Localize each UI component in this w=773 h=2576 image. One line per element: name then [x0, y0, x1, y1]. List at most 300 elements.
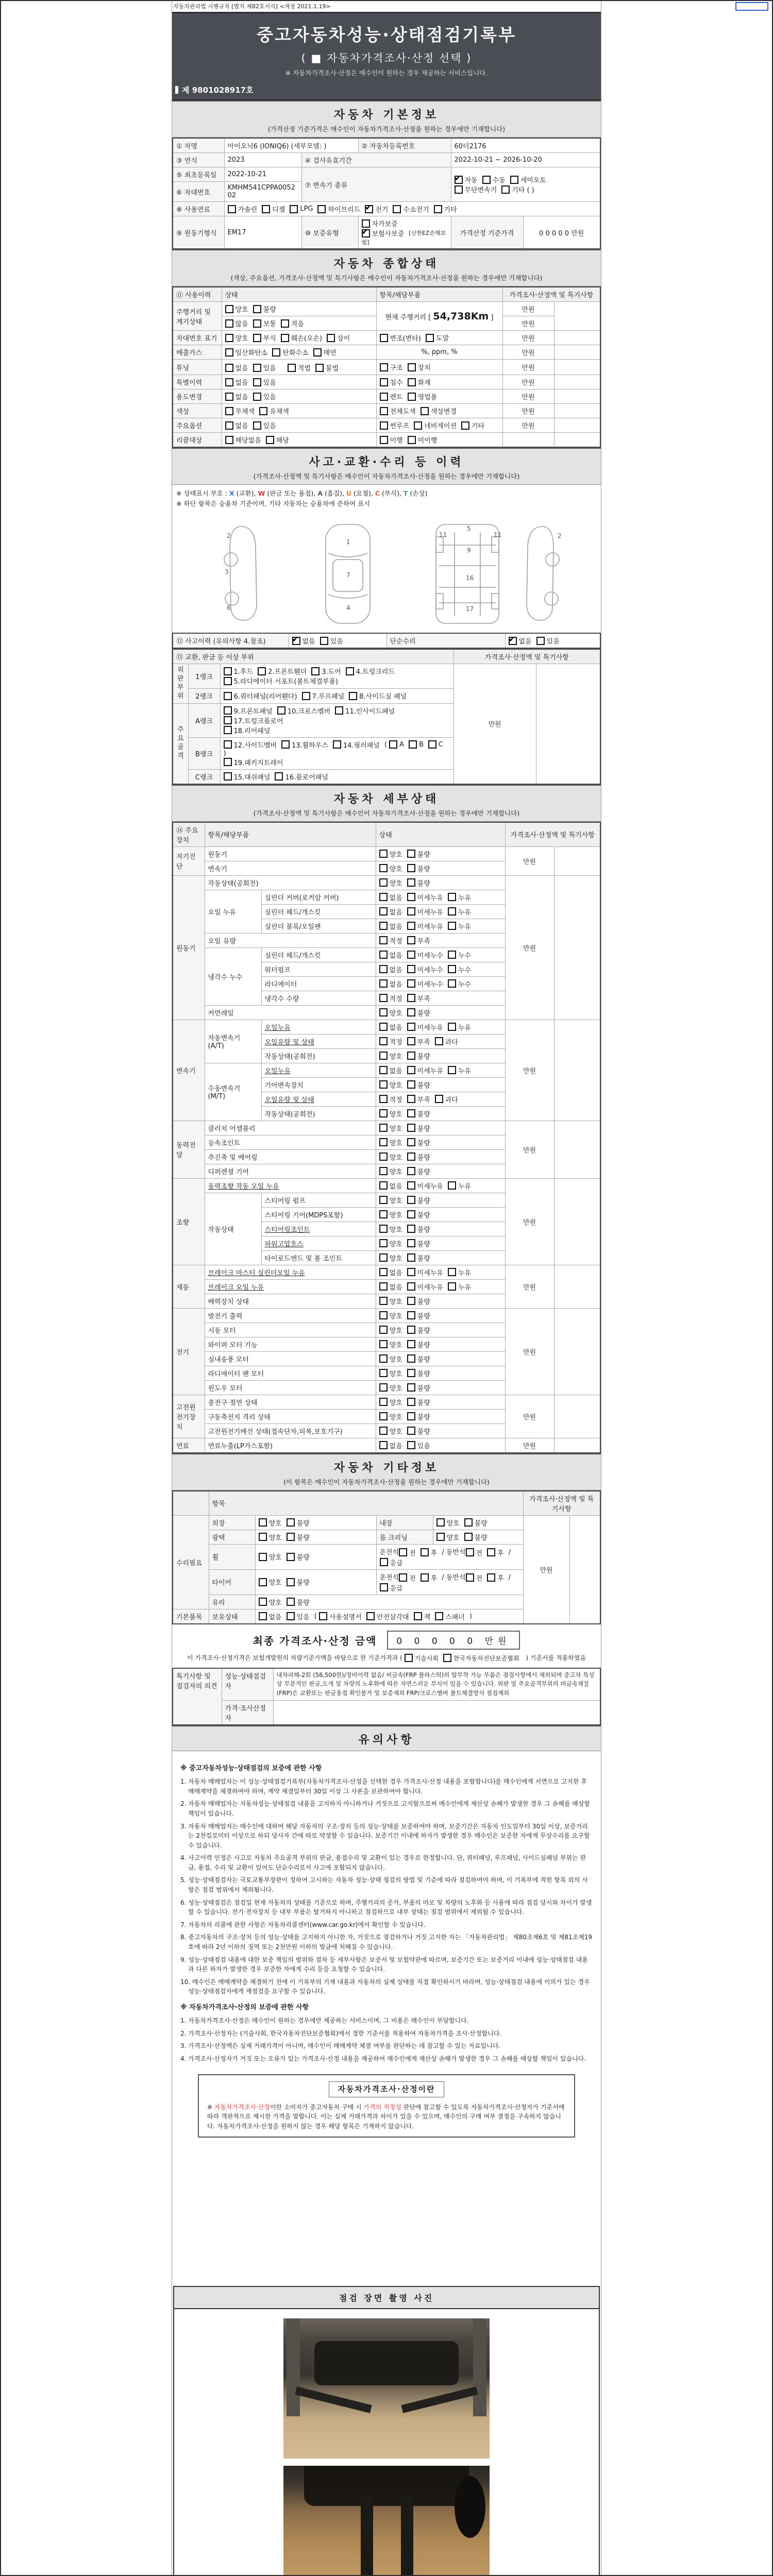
notice-text: 9. 성능·상태점검 내용에 대한 보증 책임의 범위와 절차 등 세부사항은 보증서 및 보험약관에 따르며, 보증기간 또는 보증거리 이내에 성능·상태점검 내용과 다른 하자가 발생한 경우 보증한 자에게 수리 등을 요청할 수 있습니다. [180, 1956, 588, 1973]
diagram-number-label: 2 [227, 532, 231, 539]
checkbox[interactable]: 디젤 [262, 204, 285, 214]
checkbox[interactable]: 없음 [379, 964, 402, 974]
checkbox[interactable]: 없음 [379, 1065, 402, 1075]
checkbox[interactable]: 전 [399, 1573, 416, 1583]
header-cell: 가격조사·산정액 및 특기사항 [502, 287, 600, 302]
checkbox[interactable]: 부족 [407, 1037, 430, 1046]
checkbox[interactable]: 없음 [259, 1612, 282, 1621]
section-subtitle: (가격산정 기준가격은 매수인이 자동차가격조사·산정을 원하는 경우에만 기재합니다) [267, 125, 506, 133]
checkbox[interactable]: 탄화수소 [272, 347, 308, 357]
checkbox[interactable]: 미세누유 [407, 1267, 443, 1277]
checkbox[interactable]: 양호 [379, 1210, 402, 1219]
checkbox[interactable]: 미세누유 [407, 1065, 443, 1075]
checkbox[interactable]: 양호 [259, 1577, 282, 1587]
checkbox[interactable]: 부식 [253, 333, 276, 343]
price-definition-box [198, 2074, 575, 2138]
checkbox[interactable]: 해당없음 [225, 435, 261, 445]
checkbox[interactable]: 양호 [379, 1412, 402, 1421]
notice-text: 8. 중고자동차의 구조·장치 등의 성능·상태를 고지하지 아니한 자, 거짓으로 점검하거나 거짓 고지한 자는 「자동차관리법」 제80조제6호 및 제81조제19호에 따라 2년 이하의 징역 또는 2천만원 이하의 벌금에 처해질 수 있습니다. [180, 1934, 592, 1951]
checkbox[interactable]: 9.프론트패널 [224, 706, 273, 716]
checkbox[interactable]: 하이브리드 [317, 204, 360, 214]
cell [376, 1121, 505, 1135]
checkbox[interactable]: 불량 [407, 1109, 430, 1118]
doc-number-text: 제 9801028917호 [182, 86, 254, 95]
checkbox[interactable]: 도말 [426, 333, 449, 343]
cell: 스티어링 펌프 [261, 1193, 376, 1207]
checkbox[interactable]: ✔ 없음 [509, 636, 532, 646]
cell: ⑫ 사고이력 (유의사항 4.참조) [173, 633, 289, 648]
checkbox[interactable]: 적정 [379, 1037, 402, 1046]
checkbox[interactable]: 양호 [436, 1518, 460, 1528]
checkbox[interactable]: 불량 [407, 1224, 430, 1234]
section-etc-header [172, 1453, 601, 1490]
checkbox[interactable]: 영업용 [408, 392, 438, 401]
checkbox[interactable]: 불량 [407, 1195, 430, 1205]
checkbox[interactable]: 12.사이드멤버 [224, 740, 277, 750]
cell [376, 919, 505, 933]
checkbox[interactable]: 양호 [379, 1080, 402, 1090]
checkbox[interactable]: 부족 [407, 1094, 430, 1104]
cell [505, 633, 600, 648]
checkbox[interactable]: 후 [421, 1573, 438, 1583]
print-badge[interactable] [735, 2, 768, 11]
header-cell: 가격조사·산정액 및 특기사항 [523, 1491, 600, 1516]
checkbox[interactable]: 불량 [253, 304, 276, 314]
cell [376, 389, 502, 404]
text: 이 가격조사·산정가격은 보험개발원의 차량기준가액을 바탕으로 한 기준가격과 ( [187, 1654, 405, 1662]
cell [376, 1236, 505, 1250]
checkbox[interactable]: 불량 [407, 1325, 430, 1335]
notice-text: 3. 가격조사·산정액은 실제 거래가격이 아니며, 매수인이 매매계약 체결 여부를 판단하는 데 참고할 수 있는 자료입니다. [180, 2042, 501, 2050]
checkbox[interactable]: 있음 [320, 636, 343, 646]
checkbox[interactable]: 기타 [461, 420, 484, 430]
checkbox[interactable]: 기타 ( ) [501, 184, 534, 194]
car-underside [314, 2341, 459, 2385]
checkbox[interactable]: 미세누유 [407, 1022, 443, 1032]
checkbox[interactable]: 없음 [379, 1267, 402, 1277]
cell: 만원 [505, 1395, 554, 1438]
checkbox[interactable]: 19.패키지트레이 [224, 757, 283, 767]
checkbox[interactable]: 불량 [407, 1296, 430, 1306]
checkbox[interactable]: 11.인사이드패널 [335, 706, 395, 716]
checkbox[interactable]: 양호 [379, 1368, 402, 1378]
checkbox[interactable]: 누유 [448, 1065, 471, 1075]
checkbox[interactable]: 누유 [448, 1267, 471, 1277]
text: (교환), [234, 489, 258, 497]
checkbox[interactable]: 변조(변타) [380, 333, 421, 343]
cell [255, 1595, 523, 1609]
checkbox[interactable]: C [428, 740, 443, 749]
checkbox[interactable]: 일산화탄소 [225, 347, 268, 357]
checkbox[interactable]: 양호 [379, 1325, 402, 1335]
cell: 2022-10-21 [224, 167, 301, 182]
checkbox[interactable]: 없음 [379, 892, 402, 902]
cell: 주요옵션 [173, 418, 222, 433]
checkbox[interactable]: 미세누수 [407, 950, 443, 960]
checkbox[interactable]: 과다 [435, 1037, 458, 1046]
cell [554, 389, 600, 404]
checkbox[interactable]: 양호 [379, 1123, 402, 1133]
checkbox[interactable]: 훼손(오손) [281, 333, 322, 343]
checkbox[interactable]: 전 [399, 1548, 416, 1557]
overall-condition-table [172, 286, 601, 448]
checkbox[interactable]: 8.사이드실 패널 [349, 691, 407, 701]
cell: 스티어링 기어(MDPS포함) [261, 1207, 376, 1222]
checkbox[interactable]: 있음 [287, 1612, 310, 1621]
checkbox[interactable]: 상이 [327, 333, 350, 343]
cell: ④ 검사유효기간 [301, 153, 451, 167]
checkbox[interactable]: 6.쿼터패널(리어휀다) [224, 691, 297, 701]
cell: 만원 [502, 331, 554, 345]
checkbox[interactable]: 후 [487, 1573, 504, 1583]
lift-post [473, 2318, 486, 2416]
checkbox[interactable]: 불량 [287, 1597, 310, 1607]
checkbox[interactable]: 안전삼각대 [366, 1612, 409, 1621]
checkbox[interactable]: 구조 [380, 362, 403, 372]
checkbox[interactable]: 양호 [436, 1532, 460, 1542]
checkbox[interactable]: 13.휠하우스 [281, 740, 328, 750]
cell [222, 404, 376, 418]
checkbox[interactable]: 미세누유 [407, 907, 443, 917]
form-regulation-note: 자동차관리법 시행규칙 [별지 제82호서식] <개정 2021.1.19> [173, 3, 331, 10]
text: 판단에 참고할 수 있도록 자동차가격조사·산정자가 기준서에 따라 객관적으로 제시한 가격을 말합니다. 이는 실제 거래가격과 차이가 있을 수 있으며, 매수인의 구매 여부 결정을 구속하지 않습니다. 자동차가격조사·산정을 원하지 않는 경우 해당 항목은 기재하지 않습니다. [207, 2103, 565, 2130]
checkbox[interactable]: 양호 [379, 1296, 402, 1306]
checkbox[interactable]: 없음 [225, 420, 248, 430]
checkbox[interactable]: 양호 [379, 1195, 402, 1205]
checkbox[interactable]: ✔ 자동 [455, 175, 478, 184]
cell: ⑤ 최초등록일 [173, 167, 224, 182]
cell: 냉각수 누수 [205, 947, 261, 1005]
checkbox[interactable]: 양호 [379, 1166, 402, 1176]
checkbox[interactable]: 5.라디에이터 서포트(볼트체결부품) [224, 676, 339, 686]
checkbox[interactable]: 양호 [259, 1552, 282, 1562]
checkbox[interactable]: 양호 [379, 1239, 402, 1248]
diagram-number-label: 1 [346, 538, 350, 546]
checkbox[interactable]: 누유 [448, 907, 471, 917]
checkbox[interactable]: 적정 [379, 1094, 402, 1104]
cell: ⑩ 보증유형 [301, 216, 358, 249]
checkbox[interactable]: 누유 [448, 1181, 471, 1191]
checkbox[interactable]: 양호 [379, 1051, 402, 1061]
checkbox[interactable]: 많음 [225, 318, 248, 328]
checkbox[interactable]: 화재 [408, 377, 431, 387]
cell: 윈도우 모터 [205, 1380, 376, 1395]
checkbox[interactable]: 네비게이션 [414, 420, 457, 430]
checkbox[interactable]: 세미오토 [510, 175, 546, 184]
checkbox[interactable]: 가솔린 [228, 204, 258, 214]
checkbox[interactable]: 후 [421, 1548, 438, 1557]
checkbox[interactable]: 불량 [407, 878, 430, 888]
checkbox[interactable]: 1.후드 [224, 666, 254, 676]
checkbox[interactable]: 자가보증 [362, 218, 398, 228]
checkbox[interactable]: 양호 [379, 1138, 402, 1147]
checkbox[interactable]: 누유 [448, 921, 471, 931]
checkbox[interactable]: ✔ 전기 [365, 204, 388, 214]
checkbox[interactable]: 불량 [407, 1051, 430, 1061]
cell: 만원 [453, 664, 536, 784]
cell [376, 1265, 505, 1279]
checkbox[interactable]: 있음 [253, 392, 276, 401]
checkbox[interactable]: 불량 [407, 1368, 430, 1378]
cell: 만원 [502, 375, 554, 389]
checkbox[interactable]: 무단변속기 [455, 184, 497, 194]
cell: 오일누유 [261, 1020, 376, 1034]
checkbox[interactable]: 장치 [408, 362, 431, 372]
checkbox[interactable]: 불량 [407, 1008, 430, 1018]
checkbox[interactable]: 양호 [379, 1383, 402, 1393]
checkbox[interactable]: 불량 [407, 1253, 430, 1263]
checkbox[interactable]: 없음 [379, 950, 402, 960]
cell [224, 202, 600, 216]
checkbox[interactable]: 불량 [407, 863, 430, 873]
checkbox[interactable]: 없음 [379, 979, 402, 989]
checkbox[interactable]: 없음 [225, 392, 248, 401]
checkbox[interactable]: 불량 [407, 1239, 430, 1248]
checkbox[interactable]: 해당 [266, 435, 289, 445]
checkbox[interactable]: 스패너 [435, 1612, 465, 1621]
cell: 클러치 어셈블리 [205, 1121, 376, 1135]
checkbox[interactable]: 양호 [379, 849, 402, 859]
checkbox[interactable]: 누수 [448, 964, 471, 974]
checkbox[interactable]: 양호 [379, 1109, 402, 1118]
cell [554, 331, 600, 345]
checkbox[interactable]: 적음 [281, 318, 304, 328]
checkbox[interactable]: 미세누수 [407, 964, 443, 974]
checkbox[interactable]: 양호 [379, 863, 402, 873]
checkbox[interactable]: 불량 [407, 849, 430, 859]
cell: 만원 [505, 1438, 554, 1453]
state-code-legend [172, 485, 601, 510]
checkbox[interactable]: 적정 [379, 993, 402, 1003]
checkbox[interactable]: 없음 [379, 1022, 402, 1032]
checkbox[interactable]: 불량 [407, 1152, 430, 1162]
checkbox[interactable]: 기술사회 [405, 1654, 439, 1663]
checkbox[interactable]: ✔ 없음 [292, 636, 315, 646]
cell [289, 633, 386, 648]
checkbox[interactable]: 4.트렁크리드 [346, 666, 395, 676]
cell [376, 1395, 505, 1409]
checkbox[interactable]: 보통 [253, 318, 276, 328]
checkbox[interactable]: 16.플로어패널 [275, 772, 328, 782]
checkbox[interactable]: 양호 [379, 1354, 402, 1364]
checkbox[interactable]: 한국자동차진단보증협회 [443, 1654, 519, 1663]
cell: 자기진단 [173, 846, 205, 875]
lift-arm [401, 2386, 478, 2413]
checkbox[interactable]: 매연 [313, 347, 337, 357]
cell: 만원 [502, 360, 554, 375]
checkbox[interactable]: 불량 [407, 1354, 430, 1364]
checkbox[interactable]: 있음 [253, 420, 276, 430]
checkbox[interactable]: 양호 [259, 1518, 282, 1528]
checkbox[interactable]: 10.크로스멤버 [277, 706, 330, 716]
checkbox[interactable]: 누유 [448, 1022, 471, 1032]
checkbox[interactable]: 썬루프 [380, 420, 410, 430]
cell [376, 991, 505, 1005]
checkbox[interactable]: 없음 [379, 1282, 402, 1292]
checkbox[interactable]: 양호 [259, 1597, 282, 1607]
checkbox[interactable]: 누수 [448, 950, 471, 960]
final-price-row [172, 1624, 601, 1652]
checkbox[interactable]: 있음 [536, 636, 560, 646]
notice-text: 4. 가격조사·산정자가 거짓 또는 오류가 있는 가격조사·산정 내용을 제공하여 매수인에게 재산상 손해가 발생한 경우 그 손해를 배상할 책임이 있습니다. [180, 2055, 586, 2062]
header-cell: ⑪ 사용이력 [173, 287, 222, 302]
checkbox[interactable]: 7.루프패널 [302, 691, 345, 701]
cell: 원동기 [205, 846, 376, 861]
checkbox[interactable]: 불량 [407, 1340, 430, 1349]
checkbox[interactable]: 있음 [253, 363, 276, 372]
cell [376, 1337, 505, 1351]
cell [358, 216, 451, 249]
checkbox[interactable]: 불량 [407, 1123, 430, 1133]
cell [376, 947, 505, 962]
cell: 가격산정 기준가격 [451, 216, 523, 249]
checkbox[interactable]: 무채색 [225, 406, 255, 416]
checkbox[interactable]: 미세누유 [407, 1181, 443, 1191]
checkbox[interactable]: 부족 [407, 993, 430, 1003]
checkbox[interactable]: 적법 [288, 363, 311, 372]
cell [376, 418, 502, 433]
checkbox[interactable]: 양호 [379, 1426, 402, 1436]
checkbox[interactable]: 미이행 [408, 435, 438, 445]
checkbox[interactable]: 기타 [434, 204, 457, 214]
checkbox[interactable]: 양호 [379, 1224, 402, 1234]
checkbox[interactable]: 불량 [287, 1532, 310, 1542]
checkbox[interactable]: 불량 [464, 1518, 488, 1528]
cell [376, 1178, 505, 1193]
cell: 동력조향 작동 오일 누유 [205, 1178, 376, 1193]
checkbox[interactable]: 전 [466, 1573, 483, 1583]
checkbox[interactable]: 없음 [225, 377, 248, 387]
cell: 자동변속기 (A/T) [205, 1020, 261, 1063]
checkbox[interactable]: 불량 [464, 1532, 488, 1542]
checkbox[interactable]: 없음 [379, 1440, 402, 1450]
checkbox[interactable]: 양호 [259, 1532, 282, 1542]
cell [536, 664, 600, 784]
checkbox[interactable]: 불량 [407, 1311, 430, 1320]
checkbox[interactable]: 수동 [482, 175, 506, 184]
checkbox[interactable]: 없음 [225, 363, 248, 372]
checkbox[interactable]: 양호 [379, 1311, 402, 1320]
checkbox[interactable]: 침수 [380, 377, 403, 387]
checkbox[interactable]: 유채색 [259, 406, 289, 416]
checkbox[interactable]: 전체도색 [380, 406, 416, 416]
checkbox[interactable]: 14.필러패널 [333, 740, 380, 750]
cell [554, 433, 600, 448]
cell [376, 1063, 505, 1077]
checkbox[interactable]: 불량 [407, 1210, 430, 1219]
section-subtitle: (가격조사·산정액 및 특기사항은 매수인이 자동차가격조사·산정을 원하는 경우에만 기재합니다) [253, 809, 520, 817]
checkbox[interactable]: B [409, 740, 424, 749]
checkbox[interactable]: 색상변경 [421, 406, 457, 416]
checkbox[interactable]: 누유 [448, 1282, 471, 1292]
checkbox[interactable]: 양호 [379, 1397, 402, 1407]
checkbox[interactable]: 불량 [407, 1383, 430, 1393]
checkbox[interactable]: 불량 [407, 1397, 430, 1407]
cell: B랭크 [188, 737, 220, 769]
cell: 실내송풍 모터 [205, 1351, 376, 1366]
car-diagram-svg [175, 512, 598, 630]
checkbox[interactable]: 잭 [414, 1612, 431, 1621]
checkbox[interactable]: 응급 [380, 1557, 403, 1567]
cell: 주행거리 및 계기상태 [173, 302, 222, 331]
checkbox[interactable]: 양호 [225, 304, 248, 314]
checkbox[interactable]: 양호 [379, 1340, 402, 1349]
checkbox[interactable]: 불량 [287, 1552, 310, 1562]
cell [376, 1409, 505, 1423]
checkbox[interactable]: 양호 [379, 1008, 402, 1018]
checkbox[interactable]: 없음 [379, 907, 402, 917]
checkbox[interactable]: 미세누수 [407, 979, 443, 989]
checkbox[interactable]: 불량 [287, 1577, 310, 1587]
section-title: 자동차 세부상태 [333, 792, 440, 806]
checkbox[interactable]: 누수 [448, 979, 471, 989]
checkbox[interactable]: 양호 [225, 333, 248, 343]
checkbox[interactable]: 15.대쉬패널 [224, 772, 271, 782]
checkbox[interactable]: 불량 [407, 1166, 430, 1176]
cell [255, 1530, 376, 1544]
notice-text: 2. 자동차 매매업자는 자동차성능·상태점검 내용을 고지하지 아니하거나 거짓으로 고지함으로써 매수인에게 재산상 손해가 발생한 경우 그 손해를 배상할 책임이 있습니다. [180, 1800, 591, 1817]
checkbox[interactable]: 미세누유 [407, 1282, 443, 1292]
checkbox[interactable]: 누유 [448, 892, 471, 902]
text: W [258, 489, 265, 497]
checkbox[interactable]: 양호 [379, 1253, 402, 1263]
checkbox[interactable]: 사용설명서 [319, 1612, 362, 1621]
checkbox[interactable]: A [389, 740, 404, 749]
checkbox[interactable]: 응급 [380, 1583, 403, 1592]
checkbox[interactable]: 불량 [407, 1426, 430, 1436]
text [281, 364, 288, 371]
cell: 와이퍼 모터 기능 [205, 1337, 376, 1351]
checkbox[interactable]: 없음 [379, 921, 402, 931]
text: (판금 또는 용접), [265, 489, 318, 497]
header-cell: 상태 [222, 287, 376, 302]
checkbox[interactable]: 불량 [407, 1412, 430, 1421]
checkbox[interactable]: 불량 [407, 1138, 430, 1147]
checkbox[interactable]: 양호 [379, 878, 402, 888]
checkbox[interactable]: 없음 [379, 1181, 402, 1191]
checkbox[interactable]: 수소전기 [393, 204, 429, 214]
checkbox[interactable]: 전 [466, 1548, 483, 1557]
checkbox[interactable]: 양호 [379, 1152, 402, 1162]
checkbox[interactable]: 이행 [380, 435, 403, 445]
checkbox[interactable]: 부족 [407, 936, 430, 945]
checkbox[interactable]: 있음 [407, 1440, 430, 1450]
checkbox[interactable]: 렌트 [380, 392, 403, 401]
cell [376, 846, 505, 861]
checkbox[interactable]: 과다 [435, 1094, 458, 1104]
checkbox[interactable]: 2.프론트휀더 [258, 666, 307, 676]
checkbox[interactable]: 불량 [287, 1518, 310, 1528]
checkbox[interactable]: 불량 [407, 1080, 430, 1090]
checkbox[interactable]: 후 [487, 1548, 504, 1557]
cell [376, 360, 502, 375]
notice-text: 10. 매수인은 매매계약을 체결하기 전에 이 기록부의 기재 내용과 자동차의 실제 상태를 직접 확인하시기 바라며, 성능·상태점검 내용에 이의가 있는 경우 성능·상태점검자에게 재점검을 요구할 수 있습니다. [180, 1978, 590, 1995]
box-title: 자동차가격조사·산정이란 [329, 2081, 444, 2097]
checkbox[interactable]: ✔ 보험사보증 [362, 228, 405, 238]
checkbox[interactable]: 있음 [253, 377, 276, 387]
checkbox[interactable]: 17.트렁크플로어 [224, 716, 283, 725]
checkbox[interactable]: 미세누유 [407, 921, 443, 931]
checkbox[interactable]: 적정 [379, 936, 402, 945]
text: T [403, 489, 408, 497]
checkbox[interactable]: 미세누유 [407, 892, 443, 902]
cell: 스티어링조인트 [261, 1222, 376, 1236]
checkbox[interactable]: LPG [290, 205, 313, 213]
checkbox[interactable]: 불법 [315, 363, 339, 372]
checkbox[interactable]: 3.도어 [311, 666, 341, 676]
checkbox[interactable]: 18.리어패널 [224, 725, 271, 735]
cell: 오일누유 [261, 1063, 376, 1077]
